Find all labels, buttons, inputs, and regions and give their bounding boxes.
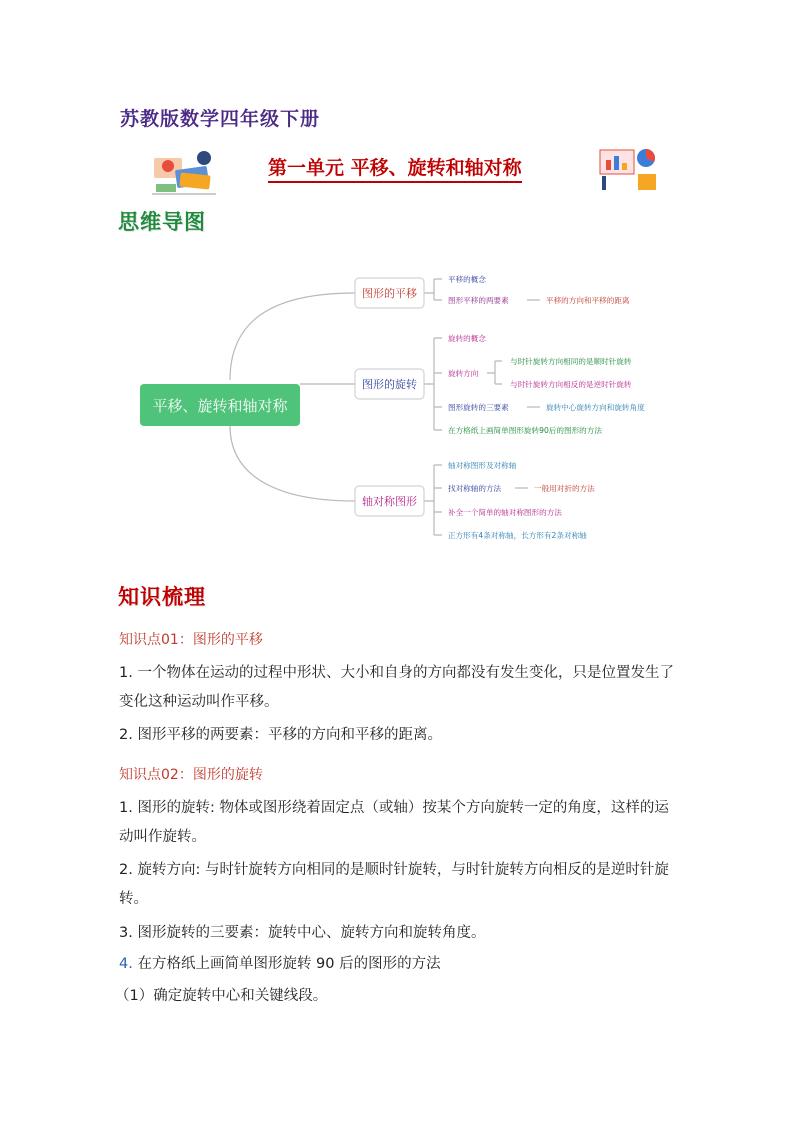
- knowledge-heading: 知识梳理: [118, 584, 206, 609]
- branch-label-translation: 图形的平移: [362, 287, 417, 300]
- leaf-rotation-direction: 旋转方向: [448, 369, 479, 378]
- leaf-rotation-counterclockwise: 与时针旋转方向相反的是逆时针旋转: [510, 380, 632, 389]
- branch-label-rotation: 图形的旋转: [362, 378, 417, 391]
- knowledge-point-02-label: 知识点02：图形的旋转: [119, 767, 263, 783]
- leaf-symmetry-complete: 补全一个简单的轴对称图形的方法: [448, 508, 562, 517]
- unit-title: 第一单元 平移、旋转和轴对称: [268, 155, 522, 183]
- kp2-paragraph-4-text: 在方格纸上画简单图形旋转 90 后的图形的方法: [137, 956, 441, 972]
- kp1-paragraph-1: 1. 一个物体在运动的过程中形状、大小和自身的方向都没有发生变化，只是位置发生了变化这种运动叫作平移。: [119, 665, 674, 710]
- mindmap: [130, 262, 650, 552]
- study-illustration-left: [150, 148, 218, 196]
- leaf-symmetry-fold: 一般用对折的方法: [534, 484, 595, 493]
- leaf-rotation-three-elements-detail: 旋转中心旋转方向和旋转角度: [546, 403, 645, 412]
- kp2-paragraph-2: 2. 旋转方向: 与时针旋转方向相同的是顺时针旋转，与时针旋转方向相反的是逆时针旋转。: [119, 862, 669, 907]
- mindmap-heading: 思维导图: [118, 209, 206, 234]
- kp2-paragraph-4: [119, 950, 679, 979]
- mindmap-root-label: 平移、旋转和轴对称: [152, 397, 288, 415]
- branch-label-symmetry: 轴对称图形: [362, 495, 417, 508]
- leaf-symmetry-axis: 轴对称图形及对称轴: [448, 461, 517, 470]
- book-title: 苏教版数学四年级下册: [120, 108, 321, 130]
- chart-illustration-right: [594, 144, 662, 192]
- leaf-rotation-three-elements: 图形旋转的三要素: [448, 403, 509, 412]
- kp2-paragraph-1: 1. 图形的旋转: 物体或图形绕着固定点（或轴）按某个方向旋转一定的角度，这样的运动叫作旋转。: [119, 800, 669, 845]
- leaf-symmetry-square-rect: 正方形有4条对称轴，长方形有2条对称轴: [448, 531, 587, 540]
- kp1-paragraph-2: 2. 图形平移的两要素：平移的方向和平移的距离。: [119, 727, 442, 743]
- leaf-symmetry-find-method: 找对称轴的方法: [448, 484, 502, 493]
- leaf-rotation-grid-method: 在方格纸上画简单图形旋转90后的图形的方法: [448, 426, 602, 435]
- leaf-translation-elements: 图形平移的两要素: [448, 296, 509, 305]
- kp2-paragraph-3: 3. 图形旋转的三要素：旋转中心、旋转方向和旋转角度。: [119, 925, 486, 941]
- leaf-rotation-clockwise: 与时针旋转方向相同的是顺时针旋转: [510, 357, 632, 366]
- leaf-rotation-concept: 旋转的概念: [448, 334, 486, 343]
- knowledge-point-01-label: 知识点01：图形的平移: [119, 632, 263, 648]
- leaf-translation-concept: 平移的概念: [448, 275, 486, 284]
- kp2-paragraph-4-number: 4.: [119, 956, 133, 972]
- leaf-translation-elements-detail: 平移的方向和平移的距离: [546, 296, 630, 305]
- kp2-paragraph-5: （1）确定旋转中心和关键线段。: [115, 988, 328, 1004]
